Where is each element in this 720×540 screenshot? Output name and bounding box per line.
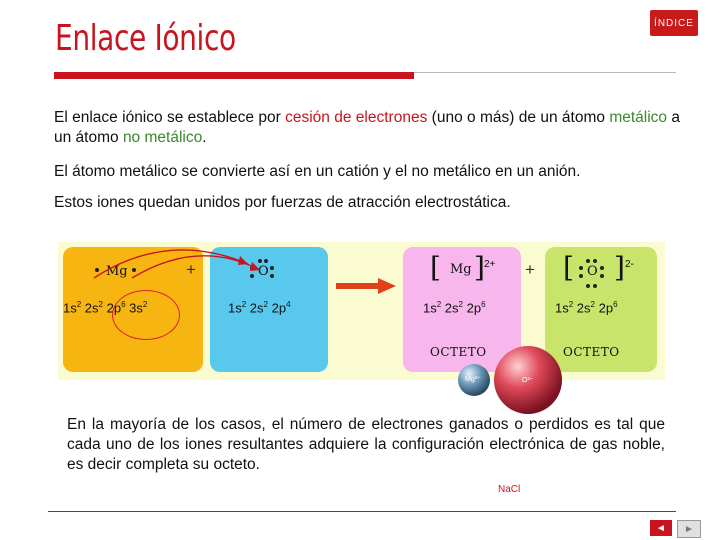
o-ion-electron [586, 284, 590, 288]
octet-paragraph: En la mayoría de los casos, el número de electrones ganados o perdidos es tal que cada uno de los iones resultantes adquiere la configuración electrónica de gas noble, es decir completa su octeto. [67, 416, 665, 473]
electron-transfer-arrows [88, 244, 288, 284]
prev-slide-button[interactable]: ◄ [650, 520, 672, 536]
highlight-nonmetallic: no metálico [122, 129, 203, 146]
intro-text-3: a un átomo [54, 109, 681, 146]
intro-text-2: (uno o más) de un átomo [427, 109, 610, 126]
o-ion-electron [600, 274, 604, 278]
o-configuration: $1s^2$ $2s^2$ $2p^4$ [228, 300, 291, 316]
highlight-metallic: metálico [609, 109, 668, 126]
index-button[interactable]: ÍNDICE [650, 10, 698, 36]
next-slide-button[interactable]: ► [677, 520, 701, 538]
o-ion-electron [593, 284, 597, 288]
caption-nacl: NaCl [498, 484, 521, 495]
intro-text-4: . [202, 129, 207, 146]
o-ion-electron [586, 259, 590, 263]
cation-anion-paragraph: El átomo metálico se convierte así en un catión y el no metálico en un anión. [54, 163, 581, 180]
reaction-arrow-icon [336, 278, 396, 294]
o-ion-open-bracket: [ [563, 251, 574, 284]
o-ion-electron [593, 259, 597, 263]
mg-symbol: Mg [106, 264, 128, 279]
page-title: Enlace Iónico [55, 18, 236, 59]
o-ion-electron [600, 266, 604, 270]
mg-ion-symbol: Mg [450, 262, 472, 277]
mg-ion-open-bracket: [ [430, 251, 441, 284]
electrostatic-paragraph: Estos iones quedan unidos por fuerzas de atracción electrostática. [54, 194, 511, 211]
valence-shell-highlight [112, 290, 180, 340]
intro-text-1: El enlace iónico se establece por [54, 109, 286, 126]
o-ion-close-bracket: ] [614, 251, 625, 284]
mg-ion-close-bracket: ] [474, 251, 485, 284]
o-ion-octeto-label: OCTETO [563, 345, 620, 359]
mg-ion-octeto-label: OCTETO [430, 345, 487, 359]
mg-ion-charge: 2+ [484, 259, 496, 270]
footer-divider [48, 511, 676, 512]
o-ion-configuration: $1s^2$ $2s^2$ $2p^6$ [555, 300, 618, 316]
o-symbol: O [258, 264, 269, 279]
o-ion-electron [579, 266, 583, 270]
mg-ion-configuration: $1s^2$ $2s^2$ $2p^6$ [423, 300, 486, 316]
plus-sign: + [525, 260, 535, 279]
title-divider [414, 72, 676, 73]
intro-paragraph [54, 108, 680, 148]
highlight-electron-transfer: cesión de electrones [285, 109, 428, 126]
o-ion-electron [579, 274, 583, 278]
mg-ion-sphere-label: Mg²⁺ [465, 376, 481, 383]
plus-sign: + [186, 260, 196, 279]
o-ion-charge: 2- [625, 259, 634, 270]
o-ion-symbol: O [587, 264, 598, 279]
mg-configuration: $1s^2$ $2s^2$ $2p^6$ $3s^2$ [63, 300, 148, 316]
title-underline [54, 72, 414, 79]
o-ion-sphere-label: O²⁻ [522, 377, 534, 384]
